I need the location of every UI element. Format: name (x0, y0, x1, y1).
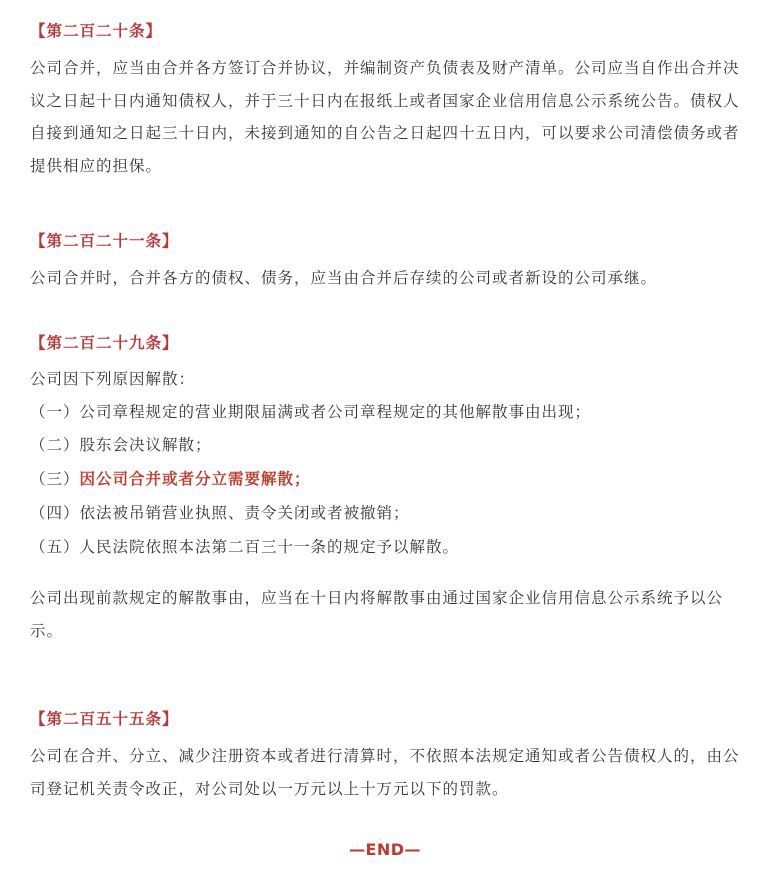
article-heading: 【第二百二十一条】 (30, 232, 179, 250)
list-item-label: （二） (30, 436, 80, 455)
article-229 (30, 332, 742, 647)
article-closing-paragraph: 公司出现前款规定的解散事由，应当在十日内将解散事由通过国家企业信用信息公示系统予以公示。 (30, 589, 724, 640)
list-item-text: 依法被吊销营业执照、责令关闭或者被撤销； (79, 503, 410, 522)
list-item (30, 429, 742, 463)
list-item-label: （五） (30, 537, 80, 556)
end-mark: —END— (348, 840, 422, 859)
article-221 (30, 230, 742, 295)
list-item-label: （三） (30, 470, 80, 489)
article-paragraph: 公司合并时，合并各方的债权、债务，应当由合并后存续的公司或者新设的公司承继。 (30, 269, 658, 287)
list-item-label: （四） (30, 503, 80, 522)
article-255 (30, 708, 742, 805)
list-item-text: 公司章程规定的营业期限届满或者公司章程规定的其他解散事由出现； (79, 402, 592, 421)
list-item-text-highlighted: 因公司合并或者分立需要解散； (79, 470, 311, 489)
article-heading: 【第二百二十条】 (30, 22, 163, 40)
list-item (30, 531, 742, 565)
article-heading: 【第二百五十五条】 (30, 710, 179, 728)
article-paragraph: 公司在合并、分立、减少注册资本或者进行清算时，不依照本法规定通知或者公告债权人的，由公司登记机关责令改正，对公司处以一万元以上十万元以下的罚款。 (30, 747, 740, 798)
list-item-text: 股东会决议解散； (79, 436, 212, 455)
article-220 (30, 20, 742, 182)
article-paragraph: 公司合并，应当由合并各方签订合并协议，并编制资产负债表及财产清单。公司应当自作出合并决议之日起十日内通知债权人，并于三十日内在报纸上或者国家企业信用信息公示系统公告。债权人自接到通知之日起三十日内，未接到通知的自公告之日起四十五日内，可以要求公司清偿债务或者提供相应的担保。 (30, 59, 740, 175)
article-heading: 【第二百二十九条】 (30, 334, 179, 352)
article-intro: 公司因下列原因解散： (30, 370, 196, 388)
list-item (30, 497, 742, 531)
list-item-text: 人民法院依照本法第二百三十一条的规定予以解散。 (79, 537, 460, 556)
list-item-label: （一） (30, 402, 80, 421)
list-item (30, 396, 742, 430)
list-item-highlighted (30, 463, 742, 497)
dissolution-list (30, 396, 742, 565)
